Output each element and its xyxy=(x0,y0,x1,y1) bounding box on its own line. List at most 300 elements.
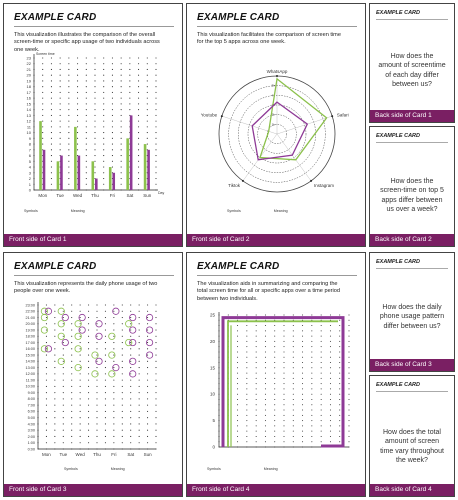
grid-dot xyxy=(71,329,72,330)
grid-dot xyxy=(130,398,131,399)
grid-dot xyxy=(130,442,131,443)
grid-dot xyxy=(68,121,69,122)
grid-dot xyxy=(147,138,148,139)
grid-dot xyxy=(51,63,52,64)
grid-dot xyxy=(138,184,139,185)
grid-dot xyxy=(77,103,78,104)
grid-dot xyxy=(105,336,106,337)
grid-dot xyxy=(155,373,156,374)
grid-dot xyxy=(129,92,130,93)
grid-dot xyxy=(274,357,275,358)
grid-dot xyxy=(71,417,72,418)
grid-dot xyxy=(60,98,61,99)
radar-series xyxy=(252,102,307,160)
grid-dot xyxy=(42,132,43,133)
y-tick-label: 17 xyxy=(26,89,31,95)
grid-dot xyxy=(139,311,140,312)
grid-dot xyxy=(68,75,69,76)
grid-dot xyxy=(86,184,87,185)
grid-dot xyxy=(139,329,140,330)
grid-dot xyxy=(122,386,123,387)
grid-dot xyxy=(349,441,350,442)
grid-dot xyxy=(302,388,303,389)
grid-dot xyxy=(88,329,89,330)
grid-dot xyxy=(88,386,89,387)
bar xyxy=(126,138,129,190)
grid-dot xyxy=(105,398,106,399)
grid-dot xyxy=(147,109,148,110)
grid-dot xyxy=(321,336,322,337)
card-description: This visualization facilitates the comparison of screen time for the top 5 apps across one week. xyxy=(197,32,341,46)
grid-dot xyxy=(256,336,257,337)
grid-dot xyxy=(42,138,43,139)
grid-dot xyxy=(68,132,69,133)
grid-dot xyxy=(284,351,285,352)
grid-dot xyxy=(112,121,113,122)
grid-dot xyxy=(122,336,123,337)
grid-dot xyxy=(311,346,312,347)
grid-dot xyxy=(80,398,81,399)
y-tick-label: 15:00 xyxy=(25,353,35,358)
grid-dot xyxy=(330,399,331,400)
radar-axis-label: Safari xyxy=(336,112,349,118)
x-axis-label: Day xyxy=(158,191,165,195)
bar xyxy=(39,121,42,190)
grid-dot xyxy=(155,392,156,393)
grid-dot xyxy=(139,423,140,424)
grid-dot xyxy=(130,405,131,406)
grid-dot xyxy=(155,57,156,58)
grid-dot xyxy=(122,329,123,330)
grid-dot xyxy=(71,311,72,312)
grid-dot xyxy=(121,80,122,81)
grid-dot xyxy=(237,410,238,411)
grid-dot xyxy=(77,132,78,133)
grid-dot xyxy=(71,355,72,356)
grid-dot xyxy=(293,341,294,342)
dot-chart xyxy=(6,299,176,469)
grid-dot xyxy=(265,394,266,395)
y-tick-label: 20 xyxy=(26,72,31,78)
grid-dot xyxy=(138,178,139,179)
grid-dot xyxy=(94,69,95,70)
grid-dot xyxy=(54,336,55,337)
grid-dot xyxy=(71,386,72,387)
grid-dot xyxy=(77,86,78,87)
grid-dot xyxy=(155,138,156,139)
grid-dot xyxy=(139,430,140,431)
grid-dot xyxy=(105,392,106,393)
grid-dot xyxy=(284,346,285,347)
grid-dot xyxy=(88,367,89,368)
grid-dot xyxy=(155,436,156,437)
grid-dot xyxy=(46,348,47,349)
grid-dot xyxy=(311,410,312,411)
grid-dot xyxy=(113,417,114,418)
grid-dot xyxy=(256,325,257,326)
grid-dot xyxy=(46,373,47,374)
grid-dot xyxy=(311,325,312,326)
bar xyxy=(74,127,77,190)
grid-dot xyxy=(256,436,257,437)
grid-dot xyxy=(130,348,131,349)
grid-dot xyxy=(246,341,247,342)
card-footer: Front side of Card 1 xyxy=(4,234,182,246)
card-footer: Back side of Card 2 xyxy=(370,234,454,246)
grid-dot xyxy=(293,357,294,358)
grid-dot xyxy=(63,423,64,424)
grid-dot xyxy=(155,126,156,127)
title-divider xyxy=(376,268,448,269)
grid-dot xyxy=(46,411,47,412)
grid-dot xyxy=(130,317,131,318)
grid-dot xyxy=(284,399,285,400)
grid-dot xyxy=(321,415,322,416)
y-tick-label: 5 xyxy=(212,418,215,424)
grid-dot xyxy=(113,304,114,305)
grid-dot xyxy=(349,410,350,411)
grid-dot xyxy=(138,149,139,150)
grid-dot xyxy=(122,361,123,362)
grid-dot xyxy=(147,342,148,343)
grid-dot xyxy=(122,442,123,443)
grid-dot xyxy=(302,431,303,432)
grid-dot xyxy=(237,436,238,437)
grid-dot xyxy=(80,417,81,418)
grid-dot xyxy=(96,423,97,424)
grid-dot xyxy=(138,121,139,122)
grid-dot xyxy=(147,98,148,99)
grid-dot xyxy=(86,132,87,133)
grid-dot xyxy=(147,311,148,312)
grid-dot xyxy=(147,373,148,374)
grid-dot xyxy=(284,336,285,337)
grid-dot xyxy=(77,98,78,99)
grid-dot xyxy=(155,115,156,116)
grid-dot xyxy=(330,415,331,416)
grid-dot xyxy=(80,411,81,412)
x-tick-label: Sun xyxy=(143,193,152,198)
grid-dot xyxy=(155,361,156,362)
grid-dot xyxy=(63,430,64,431)
grid-dot xyxy=(155,178,156,179)
grid-dot xyxy=(321,378,322,379)
card-3-front xyxy=(3,252,183,497)
grid-dot xyxy=(330,436,331,437)
grid-dot xyxy=(71,367,72,368)
grid-dot xyxy=(71,361,72,362)
grid-dot xyxy=(112,69,113,70)
grid-dot xyxy=(349,362,350,363)
grid-dot xyxy=(130,304,131,305)
grid-dot xyxy=(246,383,247,384)
grid-dot xyxy=(246,404,247,405)
grid-dot xyxy=(94,121,95,122)
grid-dot xyxy=(330,378,331,379)
grid-dot xyxy=(51,149,52,150)
grid-dot xyxy=(147,103,148,104)
grid-dot xyxy=(86,109,87,110)
grid-dot xyxy=(349,420,350,421)
y-tick-label: 21 xyxy=(26,66,31,72)
grid-dot xyxy=(311,351,312,352)
grid-dot xyxy=(86,80,87,81)
grid-dot xyxy=(88,348,89,349)
card-4-back xyxy=(369,375,455,497)
grid-dot xyxy=(339,378,340,379)
grid-dot xyxy=(105,348,106,349)
y-tick-label: 0 xyxy=(28,187,31,193)
radar-axis-label: Youtube xyxy=(200,112,218,118)
grid-dot xyxy=(68,144,69,145)
grid-dot xyxy=(147,386,148,387)
grid-dot xyxy=(68,86,69,87)
grid-dot xyxy=(42,144,43,145)
grid-dot xyxy=(138,63,139,64)
grid-dot xyxy=(321,441,322,442)
grid-dot xyxy=(293,399,294,400)
x-tick-label: Wed xyxy=(75,452,85,457)
grid-dot xyxy=(51,109,52,110)
grid-dot xyxy=(63,380,64,381)
grid-dot xyxy=(46,367,47,368)
grid-dot xyxy=(103,69,104,70)
grid-dot xyxy=(130,423,131,424)
grid-dot xyxy=(94,103,95,104)
grid-dot xyxy=(349,394,350,395)
grid-dot xyxy=(321,420,322,421)
grid-dot xyxy=(51,103,52,104)
grid-dot xyxy=(121,115,122,116)
grid-dot xyxy=(130,411,131,412)
grid-dot xyxy=(129,103,130,104)
grid-dot xyxy=(130,373,131,374)
grid-dot xyxy=(246,425,247,426)
y-tick-label: 11 xyxy=(26,124,31,130)
grid-dot xyxy=(311,330,312,331)
grid-dot xyxy=(54,442,55,443)
y-tick-label: 1 xyxy=(28,181,31,187)
grid-dot xyxy=(284,431,285,432)
grid-dot xyxy=(155,442,156,443)
grid-dot xyxy=(349,431,350,432)
grid-dot xyxy=(155,172,156,173)
card-title: EXAMPLE CARD xyxy=(376,382,421,388)
y-tick-label: 19:00 xyxy=(25,328,35,333)
grid-dot xyxy=(122,317,123,318)
x-tick-label: Sat xyxy=(127,452,135,457)
grid-dot xyxy=(330,431,331,432)
grid-dot xyxy=(265,388,266,389)
grid-dot xyxy=(139,323,140,324)
grid-dot xyxy=(311,415,312,416)
grid-dot xyxy=(321,388,322,389)
grid-dot xyxy=(293,367,294,368)
grid-dot xyxy=(339,383,340,384)
legend xyxy=(207,467,278,472)
grid-dot xyxy=(311,373,312,374)
grid-dot xyxy=(246,420,247,421)
radar-axis-dot xyxy=(310,180,312,182)
grid-dot xyxy=(113,342,114,343)
grid-dot xyxy=(46,392,47,393)
grid-dot xyxy=(103,86,104,87)
grid-dot xyxy=(51,98,52,99)
grid-dot xyxy=(274,420,275,421)
grid-dot xyxy=(112,98,113,99)
grid-dot xyxy=(54,367,55,368)
grid-dot xyxy=(339,431,340,432)
grid-dot xyxy=(139,386,140,387)
grid-dot xyxy=(130,417,131,418)
grid-dot xyxy=(71,430,72,431)
grid-dot xyxy=(246,351,247,352)
grid-dot xyxy=(349,341,350,342)
y-tick-label: 19 xyxy=(26,78,31,84)
grid-dot xyxy=(80,348,81,349)
grid-dot xyxy=(155,109,156,110)
grid-dot xyxy=(71,380,72,381)
card-question: How does the screen-time on top 5 apps differ between us over a week? xyxy=(380,178,444,214)
legend-symbols-label: Symbols xyxy=(24,209,38,213)
grid-dot xyxy=(284,415,285,416)
grid-dot xyxy=(96,411,97,412)
bar xyxy=(57,161,60,190)
grid-dot xyxy=(105,367,106,368)
grid-dot xyxy=(96,336,97,337)
grid-dot xyxy=(113,436,114,437)
grid-dot xyxy=(103,161,104,162)
y-tick-label: 5 xyxy=(28,158,31,164)
grid-dot xyxy=(311,341,312,342)
grid-dot xyxy=(63,436,64,437)
grid-dot xyxy=(339,425,340,426)
y-tick-label: 7:00 xyxy=(27,403,35,408)
grid-dot xyxy=(86,138,87,139)
grid-dot xyxy=(121,98,122,99)
grid-dot xyxy=(96,373,97,374)
grid-dot xyxy=(155,311,156,312)
grid-dot xyxy=(311,315,312,316)
grid-dot xyxy=(274,394,275,395)
grid-dot xyxy=(54,311,55,312)
grid-dot xyxy=(246,336,247,337)
grid-dot xyxy=(96,311,97,312)
grid-dot xyxy=(113,405,114,406)
grid-dot xyxy=(71,336,72,337)
grid-dot xyxy=(274,378,275,379)
grid-dot xyxy=(63,329,64,330)
grid-dot xyxy=(130,361,131,362)
grid-dot xyxy=(138,109,139,110)
y-tick-label: 8:00 xyxy=(27,397,35,402)
card-title: EXAMPLE CARD xyxy=(376,259,421,265)
grid-dot xyxy=(147,411,148,412)
grid-dot xyxy=(86,57,87,58)
grid-dot xyxy=(113,392,114,393)
grid-dot xyxy=(147,317,148,318)
grid-dot xyxy=(155,98,156,99)
grid-dot xyxy=(80,392,81,393)
grid-dot xyxy=(112,80,113,81)
grid-dot xyxy=(121,69,122,70)
grid-dot xyxy=(54,348,55,349)
y-tick-label: 11:00 xyxy=(25,378,35,383)
grid-dot xyxy=(265,341,266,342)
grid-dot xyxy=(60,121,61,122)
grid-dot xyxy=(71,342,72,343)
grid-dot xyxy=(339,399,340,400)
grid-dot xyxy=(155,144,156,145)
card-footer: Back side of Card 4 xyxy=(370,484,454,496)
grid-dot xyxy=(293,431,294,432)
grid-dot xyxy=(103,166,104,167)
grid-dot xyxy=(51,92,52,93)
bar xyxy=(130,115,133,190)
grid-dot xyxy=(139,411,140,412)
grid-dot xyxy=(274,436,275,437)
grid-dot xyxy=(129,80,130,81)
grid-dot xyxy=(302,394,303,395)
grid-dot xyxy=(86,166,87,167)
grid-dot xyxy=(42,86,43,87)
grid-dot xyxy=(130,355,131,356)
grid-dot xyxy=(80,430,81,431)
grid-dot xyxy=(274,441,275,442)
grid-dot xyxy=(155,380,156,381)
grid-dot xyxy=(139,405,140,406)
grid-dot xyxy=(68,126,69,127)
y-tick-label: 13:00 xyxy=(25,365,35,370)
grid-dot xyxy=(68,155,69,156)
y-axis-label: Screen time xyxy=(36,52,55,56)
grid-dot xyxy=(130,380,131,381)
grid-dot xyxy=(293,351,294,352)
grid-dot xyxy=(237,346,238,347)
grid-dot xyxy=(88,373,89,374)
bar xyxy=(78,156,81,190)
grid-dot xyxy=(113,442,114,443)
grid-dot xyxy=(113,367,114,368)
grid-dot xyxy=(113,317,114,318)
grid-dot xyxy=(130,386,131,387)
grid-dot xyxy=(112,149,113,150)
grid-dot xyxy=(96,436,97,437)
grid-dot xyxy=(86,115,87,116)
x-tick-label: Tue xyxy=(59,452,68,457)
grid-dot xyxy=(302,441,303,442)
grid-dot xyxy=(94,109,95,110)
y-tick-label: 22 xyxy=(26,61,31,67)
grid-dot xyxy=(147,304,148,305)
grid-dot xyxy=(68,63,69,64)
y-tick-label: 23:00 xyxy=(25,303,35,308)
grid-dot xyxy=(80,442,81,443)
grid-dot xyxy=(103,172,104,173)
grid-dot xyxy=(122,398,123,399)
grid-dot xyxy=(311,441,312,442)
grid-dot xyxy=(339,410,340,411)
grid-dot xyxy=(112,161,113,162)
y-tick-label: 2 xyxy=(28,176,31,182)
grid-dot xyxy=(105,323,106,324)
grid-dot xyxy=(86,161,87,162)
grid-dot xyxy=(46,405,47,406)
grid-dot xyxy=(94,138,95,139)
grid-dot xyxy=(293,346,294,347)
grid-dot xyxy=(138,86,139,87)
radar-chart xyxy=(197,62,357,202)
